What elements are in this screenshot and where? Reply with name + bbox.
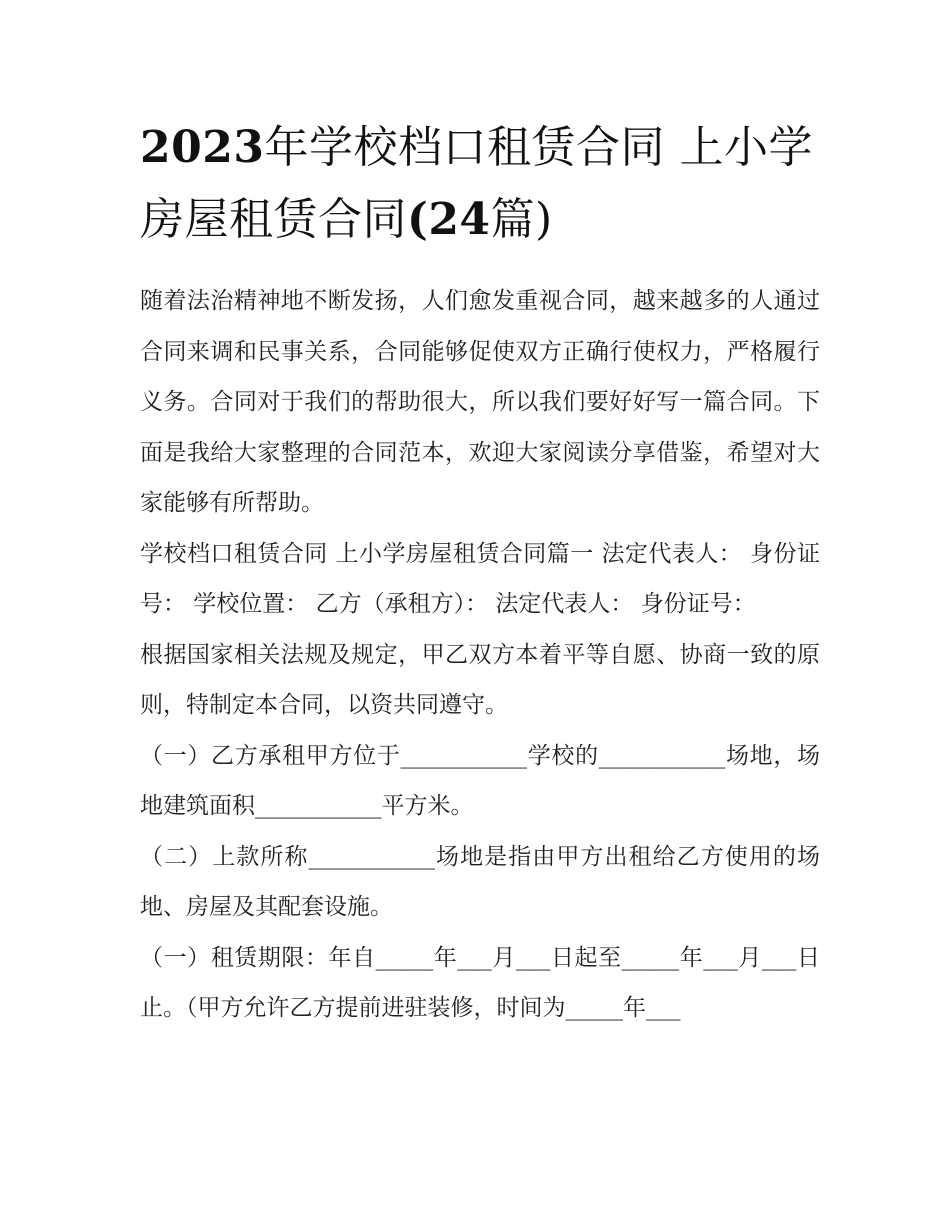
paragraph-clause-1: （一）乙方承租甲方位于___________学校的___________场地，场地建筑面积___________平方米。 bbox=[140, 742, 820, 819]
title-count-open: (24 bbox=[407, 194, 491, 245]
title-year: 2023 bbox=[140, 122, 265, 173]
paragraph-term: （一）租赁期限：年自_____年___月___日起至_____年___月___日止。（甲方允许乙方提前进驻装修，时间为_____年___ bbox=[140, 944, 820, 1021]
paragraph-intro: 随着法治精神地不断发扬，人们愈发重视合同，越来越多的人通过合同来调和民事关系，合同能够促使双方正确行使权力，严格履行义务。合同对于我们的帮助很大，所以我们要好好写一篇合同。下面是我给大家整理的合同范本，欢迎大家阅读分享借鉴，希望对大家能够有所帮助。 bbox=[140, 288, 820, 516]
paragraph-parties: 学校档口租赁合同 上小学房屋租赁合同篇一 法定代表人： 身份证号： 学校位置： 乙方（承租方）： 法定代表人： 身份证号： bbox=[140, 540, 820, 617]
document-title bbox=[140, 112, 830, 256]
title-text: 年学校档口租赁合同 上小学房屋租赁合同 bbox=[140, 122, 813, 245]
paragraph-principle: 根据国家相关法规及规定，甲乙双方本着平等自愿、协商一致的原则，特制定本合同，以资共同遵守。 bbox=[140, 641, 820, 718]
document-body bbox=[140, 276, 820, 1034]
paragraph-clause-2: （二）上款所称___________场地是指由甲方出租给乙方使用的场地、房屋及其配套设施。 bbox=[140, 843, 820, 920]
title-count-close: 篇) bbox=[490, 194, 553, 245]
